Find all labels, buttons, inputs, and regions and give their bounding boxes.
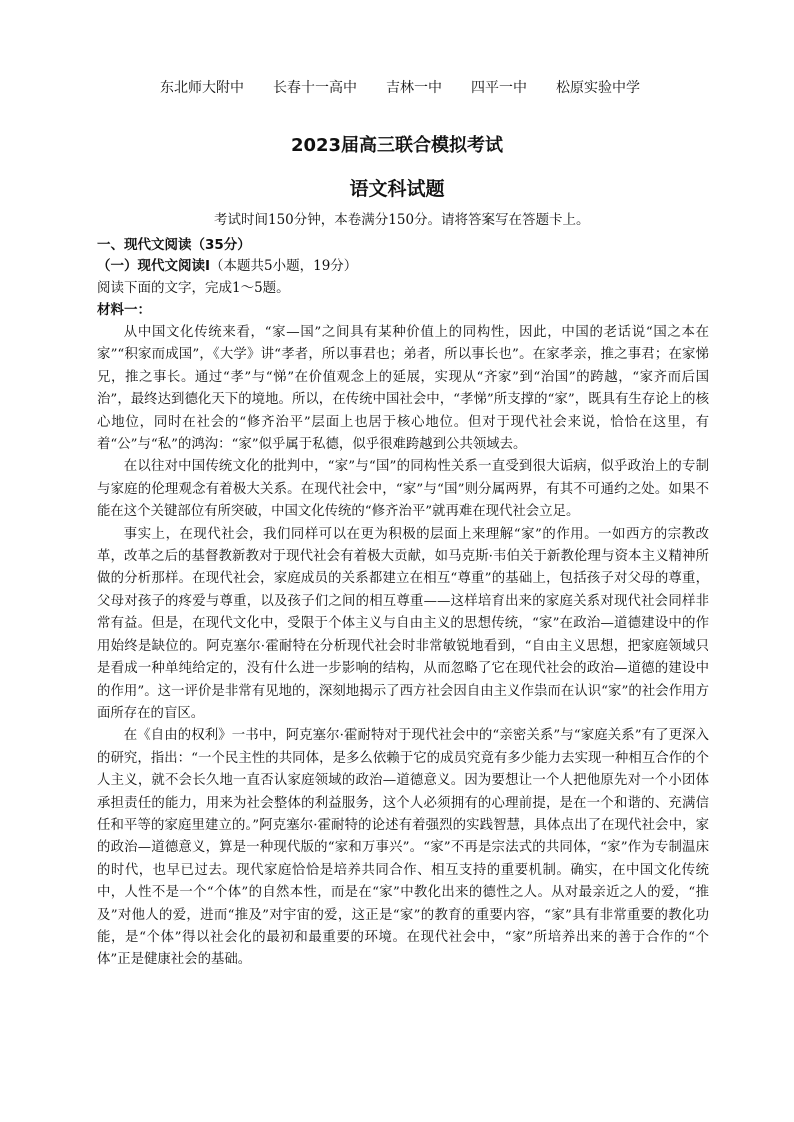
passage-paragraph: 在以往对中国传统文化的批判中，“家”与“国”的同构性关系一直受到很大诟病，似乎政治上的专制与家庭的伦理观念有着极大关系。在现代社会中，“家”与“国”则分属两界，有其不可通约之处。如果不能在这个关键部位有所突破，中国文化传统的“修齐治平”就再难在现代社会立足。 (97, 459, 709, 520)
section-heading (97, 233, 251, 253)
school-name: 长春十一高中 (273, 80, 357, 96)
passage-paragraph: 在《自由的权利》一书中，阿克塞尔·霍耐特对于现代社会中的“亲密关系”与“家庭关系”有了更深入的研究，指出：“一个民主性的共同体，是多么依赖于它的成员究竟有多少能力去实现一种相互合作的个人主义，就不会长久地一直否认家庭领域的政治—道德意义。因为要想让一个人把他原先对一个小团体承担责任的能力，用来为社会整体的利益服务，这个人必须拥有的心理前提，是在一个和谐的、充满信任和平等的家庭里建立的。”阿克塞尔·霍耐特的论述有着强烈的实践智慧，具体点出了在现代社会中，家的政治—道德意义，算是一种现代版的“家和万事兴”。“家”不再是宗法式的共同体，“家”作为专制温床的时代，也早已过去。现代家庭恰恰是培养共同合作、相互支持的重要机制。确实，在中国文化传统中，人性不是一个“个体”的自然本性，而是在“家”中教化出来的德性之人。从对最亲近之人的爱，“推及”对他人的爱，进而“推及”对宇宙的爱，这正是“家”的教育的重要内容，“家”具有非常重要的教化功能，是“个体”得以社会化的最初和最重要的环境。在现代社会中，“家”所培养出来的善于合作的“个体”正是健康社会的基础。 (97, 728, 709, 968)
reading-passage (97, 322, 709, 972)
school-name: 东北师大附中 (160, 80, 244, 96)
subsection-heading-text: （一）现代文阅读Ⅰ (97, 258, 211, 274)
school-name: 四平一中 (471, 80, 527, 96)
section-heading-text: 一、现代文阅读（35分） (97, 237, 251, 253)
reading-instruction: 阅读下面的文字，完成1～5题。 (97, 280, 290, 296)
exam-title: 2023届高三联合模拟考试 (290, 135, 504, 156)
subsection-note: （本题共5小题，19分） (210, 258, 358, 274)
school-name: 松原实验中学 (556, 80, 640, 96)
school-name: 吉林一中 (386, 80, 442, 96)
passage-paragraph: 事实上，在现代社会，我们同样可以在更为积极的层面上来理解“家”的作用。一如西方的宗教改革，改革之后的基督教新教对于现代社会有着极大贡献，如马克斯·韦伯关于新教伦理与资本主义精神所做的分析那样。在现代社会，家庭成员的关系都建立在相互“尊重”的基础上，包括孩子对父母的尊重，父母对孩子的疼爱与尊重，以及孩子们之间的相互尊重——这样培育出来的家庭关系对现代社会同样非常有益。但是，在现代文化中，受限于个体主义与自由主义的思想传统，“家”在政治—道德建设中的作用始终是缺位的。阿克塞尔·霍耐特在分析现代社会时非常敏锐地看到，“自由主义思想，把家庭领域只是看成一种单纯给定的，没有什么进一步影响的结构，从而忽略了它在现代社会的政治—道德的建设中的作用”。这一评价是非常有见地的，深刻地揭示了西方社会因自由主义作祟而在认识“家”的社会作用方面所存在的盲区。 (97, 526, 709, 721)
school-list (160, 77, 640, 97)
passage-paragraph: 从中国文化传统来看，“家—国”之间具有某种价值上的同构性，因此，中国的老话说“国之本在家”“积家而成国”，《大学》讲“孝者，所以事君也；弟者，所以事长也”。在家孝亲，推之事君；在家悌兄，推之事长。通过“孝”与“悌”在价值观念上的延展，实现从“齐家”到“治国”的跨越，“家齐而后国治”，最终达到德化天下的境地。所以，在传统中国社会中，“孝悌”所支撑的“家”，既具有生存论上的核心地位，同时在社会的“修齐治平”层面上也居于核心地位。但对于现代社会来说，恰恰在这里，有着“公”与“私”的鸿沟：“家”似乎属于私德，似乎很难跨越到公共领域去。 (97, 325, 709, 453)
material-label (97, 298, 151, 318)
subsection-heading (97, 254, 357, 274)
material-label-text: 材料一： (97, 302, 151, 318)
exam-note: 考试时间150分钟，本卷满分150分。请将答案写在答题卡上。 (214, 212, 590, 228)
subject-title: 语文科试题 (349, 178, 445, 200)
